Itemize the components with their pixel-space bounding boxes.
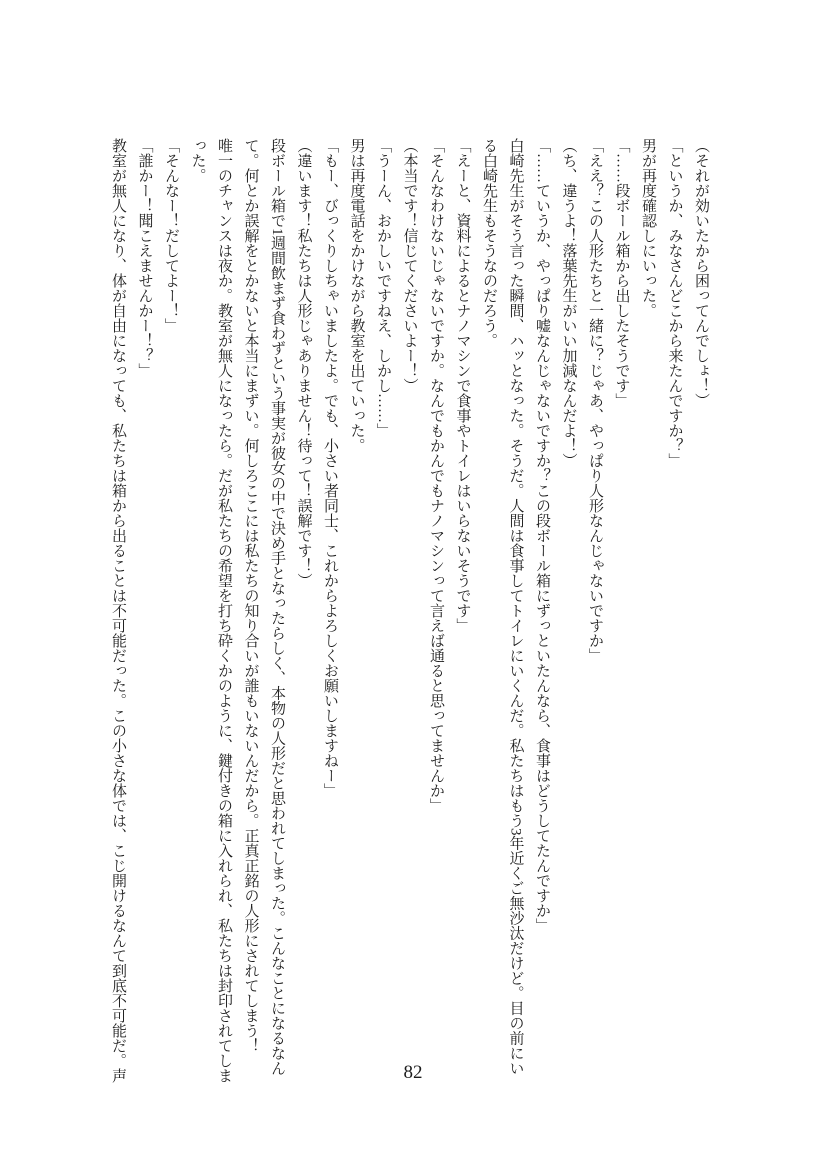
text-column: 段ボール箱で1週間飲まず食わずという事実が彼女の中で決め手となったらしく、本物の人形だと思われてしまった。こんなことになるなん	[269, 138, 285, 1076]
text-column: 「そんなー！だしてよー！」	[163, 138, 179, 333]
text-column: 「ええ？この人形たちと一緒に？じゃあ、やっぱり人形なんじゃないですか」	[587, 138, 603, 663]
text-column: 男は再度電話をかけながら教室を出ていった。	[348, 138, 365, 453]
text-column: る白崎先生もそうなのだろう。	[481, 138, 497, 348]
text-column: った。	[189, 138, 206, 183]
text-column: （それが効いたから困ってんでしょ！）	[693, 138, 709, 408]
text-column: 「誰かー！聞こえませんかー！？」	[136, 138, 153, 378]
text-column: （本当です！信じてくださいよー！）	[401, 138, 418, 393]
text-column: 「うーん、おかしいですねえ、しかし……」	[375, 138, 391, 438]
text-column: （違います！私たちは人形じゃありません！待って！誤解です！）	[295, 138, 312, 588]
text-column: 「……ていうか、やっぱり嘘なんじゃないですか？この段ボール箱にずっといたんなら、食事はどうしてたんですか」	[534, 138, 550, 933]
page-number: 82	[403, 1062, 423, 1083]
text-column: （ち、違うよ！落葉先生がいい加減なんだよ！）	[560, 138, 577, 468]
text-column: 「えーと、資料によるとナノマシンで食事やトイレはいらないそうです」	[454, 138, 471, 633]
text-column: 唯一のチャンスは夜か。教室が無人になったら。だが私たちの希望を打ち砕くかのように、鍵付きの箱に入れられ、私たちは封印されてしま	[216, 138, 232, 1083]
text-column: て。何とか誤解をとかないと本当にまずい。何しろここには私たちの知り合いが誰もいないんだから。正真正銘の人形にされてしまう！	[242, 138, 259, 1053]
text-column: 教室が無人になり、体が自由になっても、私たちは箱から出ることは不可能だった。この小さな体では、こじ開けるなんて到底不可能だ。声	[110, 138, 126, 1083]
text-column: 男が再度確認しにいった。	[640, 138, 656, 318]
text-column: 「……段ボール箱から出したそうです」	[613, 138, 630, 408]
text-column: 「もー、びっくりしちゃいましたよ。でも、小さい者同士、これからよろしくお願いしますねー」	[322, 138, 338, 798]
text-column: 「そんなわけないじゃないですか。なんでもかんでもナノマシンって言えば通ると思ってませんか」	[428, 138, 444, 813]
text-column: 白崎先生がそう言った瞬間、ハッとなった。そうだ。人間は食事してトイレにいくんだ。私たちはもう3年近くご無沙汰だけど。目の前にい	[507, 138, 524, 1076]
text-column: 「というか、みなさんどこから来たんですか？」	[666, 138, 683, 468]
vertical-text-block	[105, 138, 715, 1088]
